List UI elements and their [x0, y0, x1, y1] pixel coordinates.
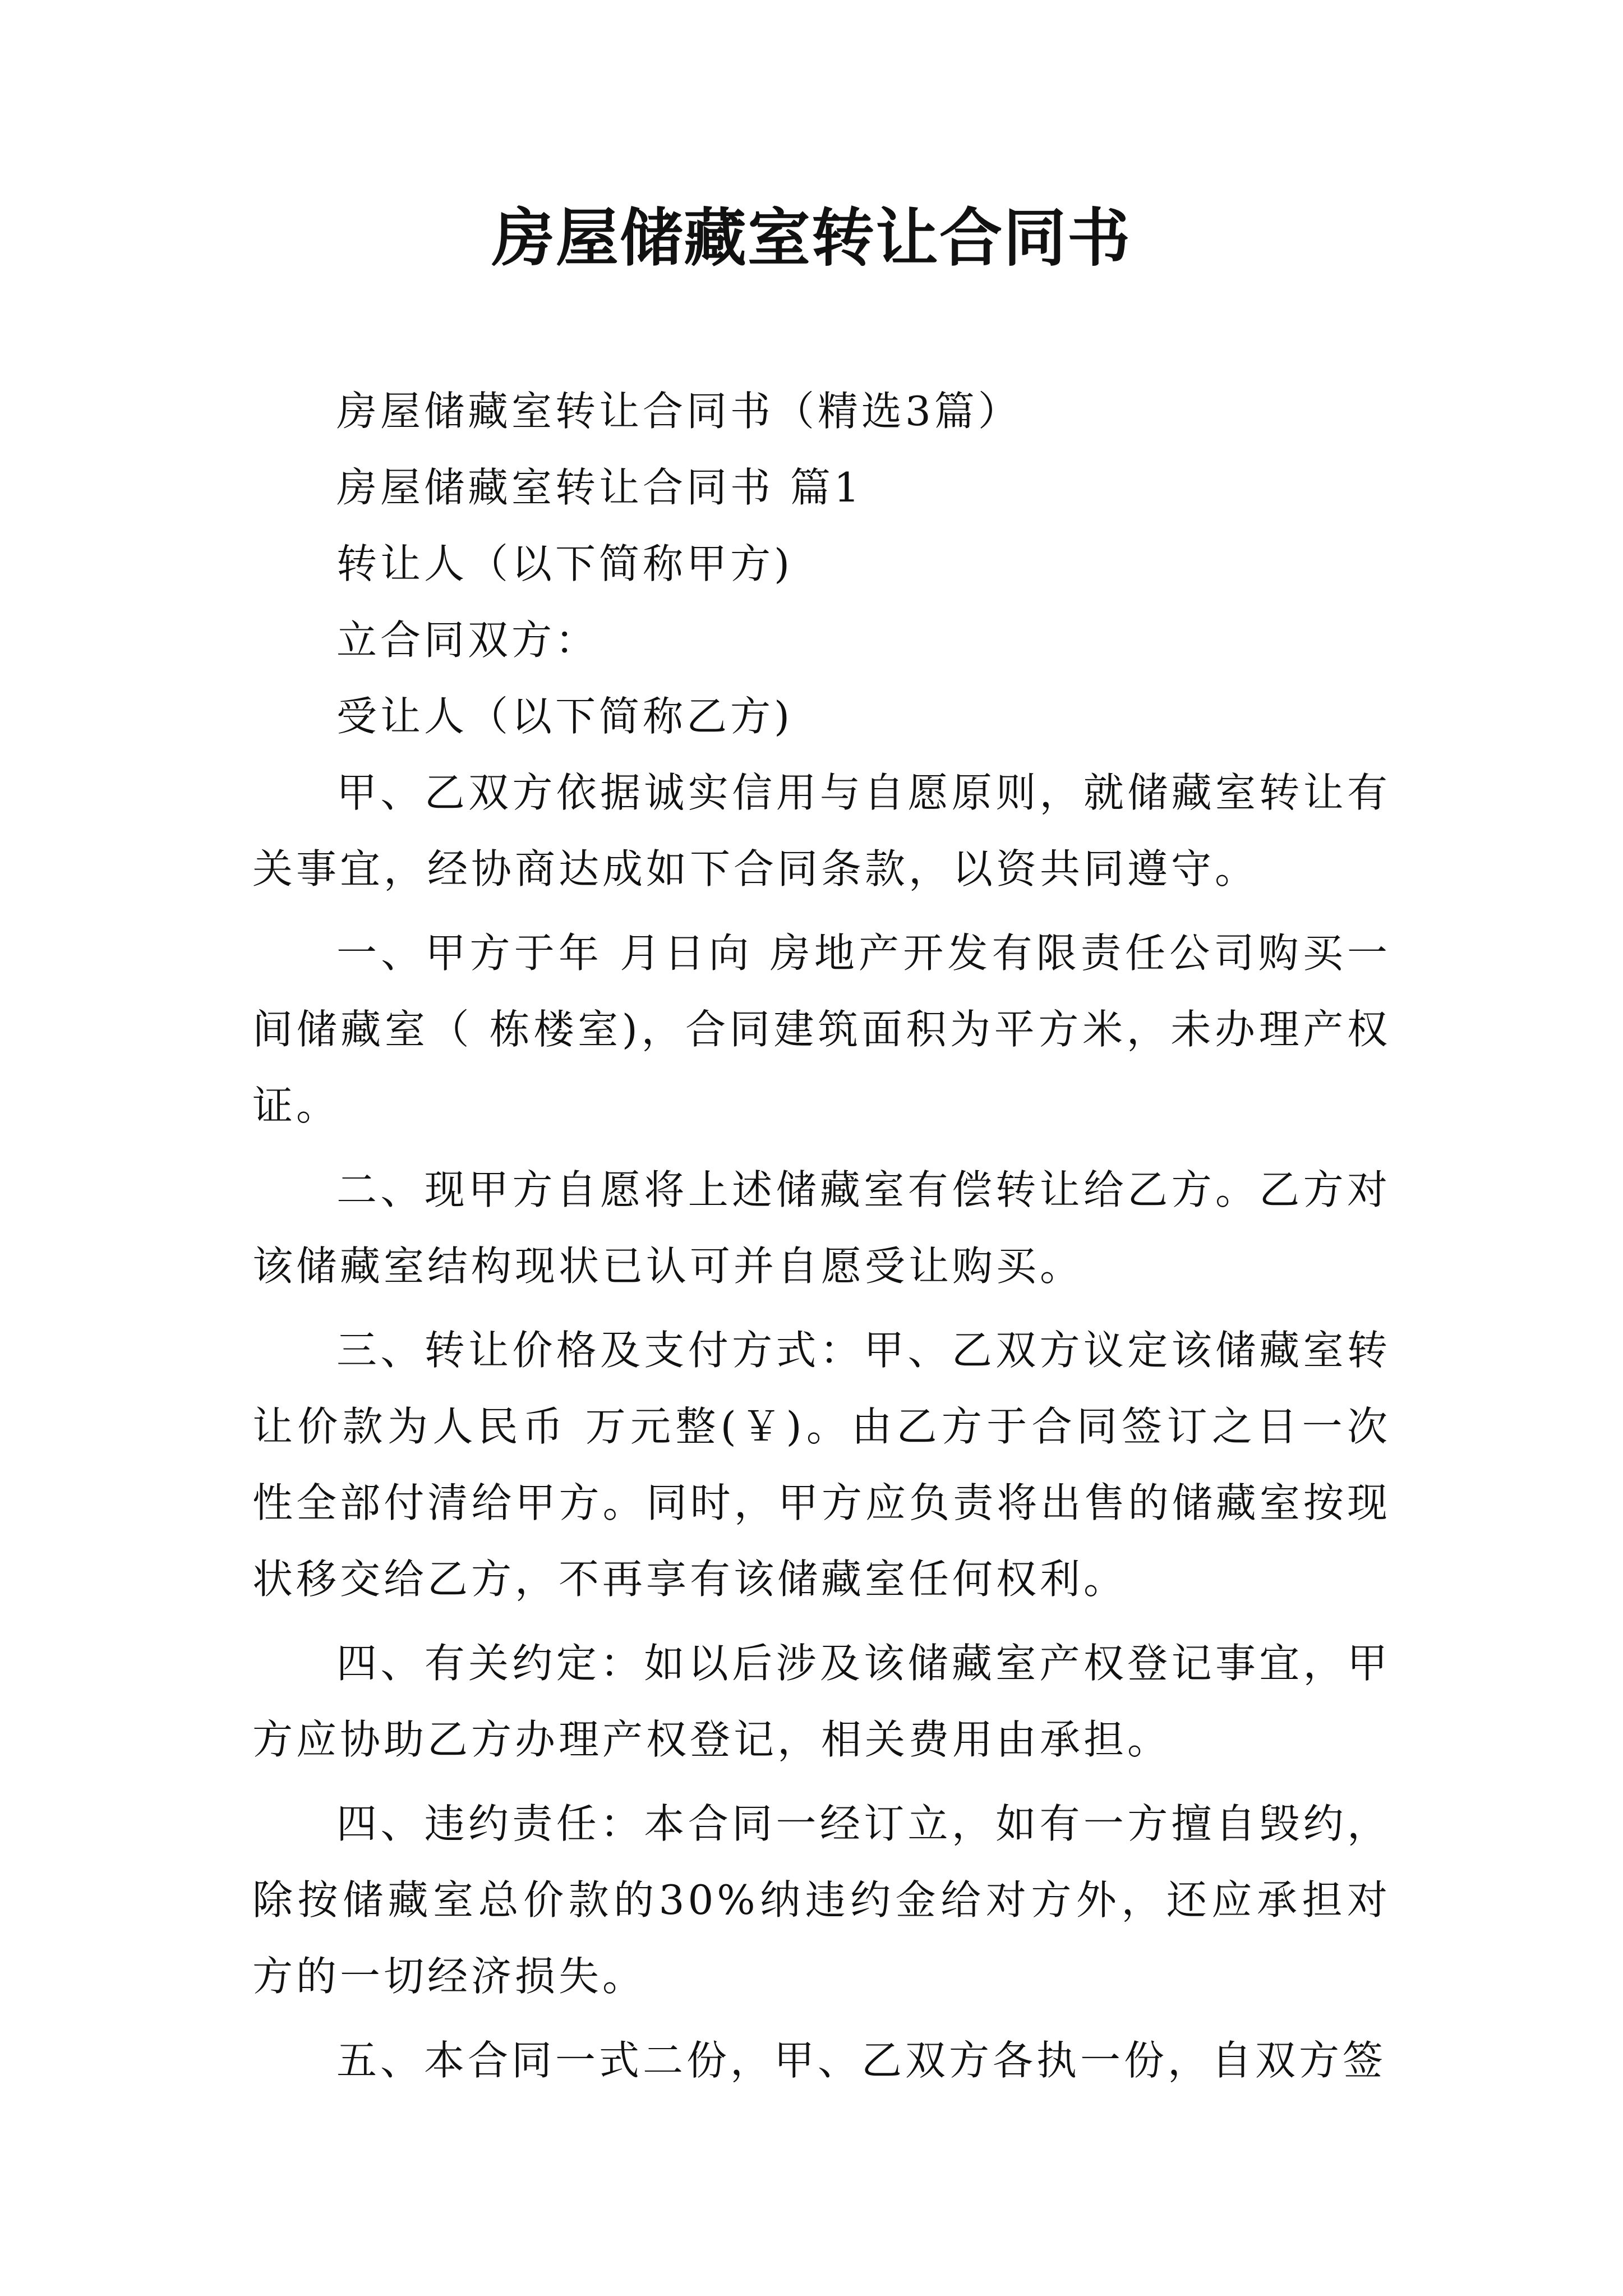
paragraph-transferee: 受让人（以下简称乙方): [336, 693, 794, 740]
paragraph-clause-4: 四、有关约定：如以后涉及该储藏室产权登记事宜，甲方应协助乙方办理产权登记，相关费用由承担。: [252, 1640, 1391, 1763]
paragraph-clause-1: 一、甲方于年 月日向 房地产开发有限责任公司购买一间储藏室（ 栋楼室)，合同建筑面积为平方米，未办理产权证。: [252, 930, 1391, 1129]
paragraph-preamble: 甲、乙双方依据诚实信用与自愿原则，就储藏室转让有关事宜，经协商达成如下合同条款，以资共同遵守。: [252, 769, 1391, 892]
document-title: 房屋储藏室转让合同书: [492, 201, 1131, 275]
paragraph-clause-2: 二、现甲方自愿将上述储藏室有偿转让给乙方。乙方对该储藏室结构现状已认可并自愿受让购买。: [252, 1166, 1391, 1290]
paragraph-section-heading: 房屋储藏室转让合同书 篇1: [336, 464, 863, 511]
paragraph-subtitle: 房屋储藏室转让合同书（精选3篇）: [336, 388, 1022, 435]
paragraph-parties: 立合同双方：: [336, 616, 600, 664]
paragraph-clause-4b: 四、违约责任：本合同一经订立，如有一方擅自毁约，除按储藏室总价款的30%纳违约金给对方外，还应承担对方的一切经济损失。: [252, 1800, 1391, 2000]
document-body: [252, 373, 1391, 2099]
paragraph-transferor: 转让人（以下简称甲方): [336, 540, 794, 587]
paragraph-clause-3: 三、转让价格及支付方式：甲、乙双方议定该储藏室转让价款为人民币 万元整(￥)。由乙方于合同签订之日一次性全部付清给甲方。同时，甲方应负责将出售的储藏室按现状移交给乙方，不再享有该储藏室任何权利。: [252, 1327, 1391, 1603]
paragraph-clause-5: 五、本合同一式二份，甲、乙双方各执一份，自双方签: [336, 2037, 1387, 2084]
